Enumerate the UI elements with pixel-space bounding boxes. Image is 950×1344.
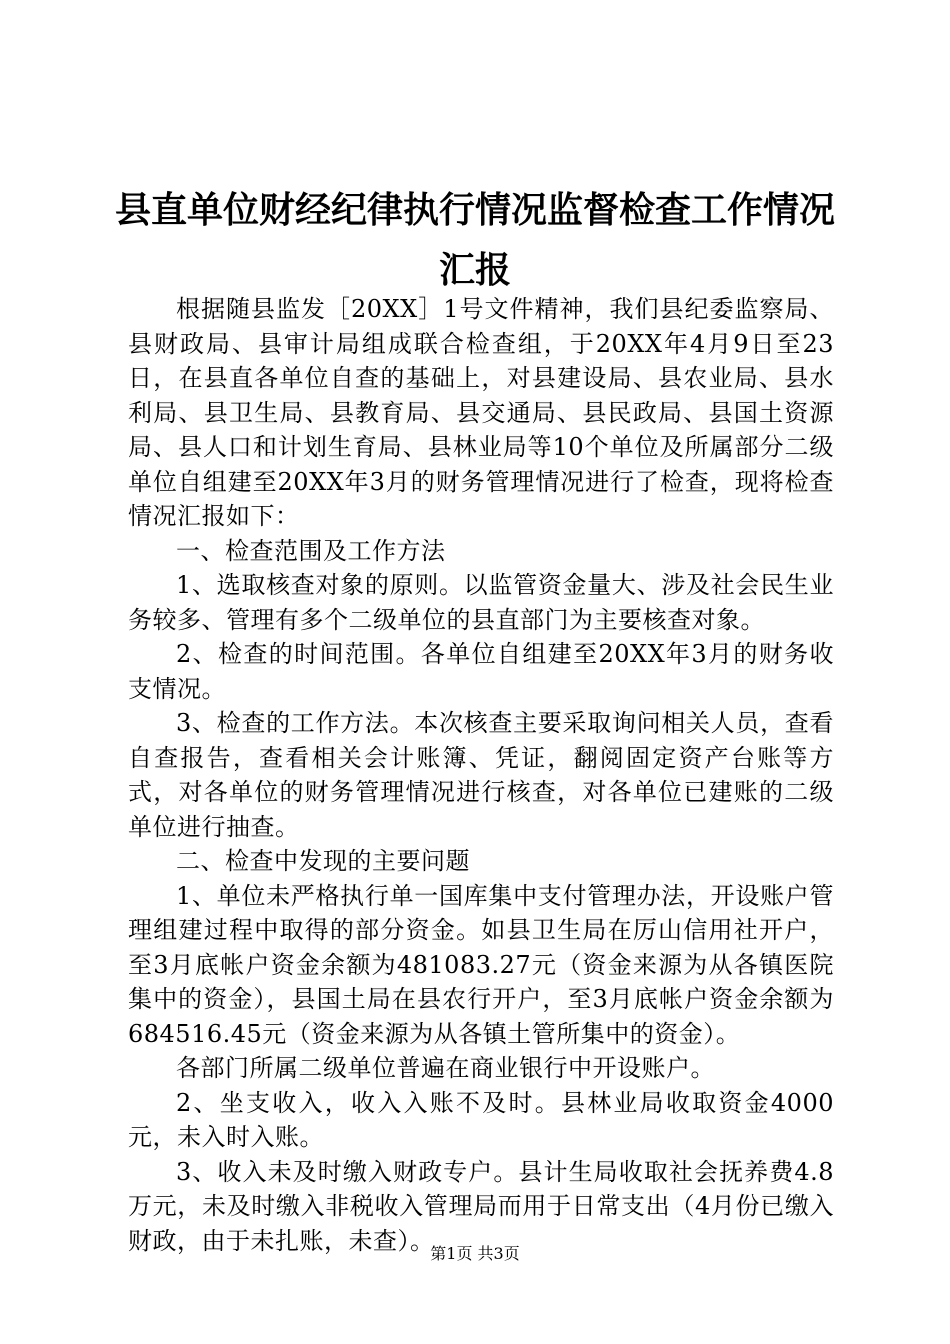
section-heading-2: 二、检查中发现的主要问题 [176,847,470,875]
section-heading-1: 一、检查范围及工作方法 [176,536,446,565]
document-title-line-1: 县直单位财经纪律执行情况监督检查工作情况 [114,189,835,231]
page-footer: 第1页 共3页 [430,1244,520,1263]
paragraph-intro: 根据随县监发［20XX］1号文件精神，我们县纪委监察局、县财政局、县审计局组成联合检查组，于20XX年4月9日至23日，在县直各单位自查的基础上，对县建设局、县农业局、县水利局、县卫生局、县教育局、县交通局、县民政局、县国土资源局、县人口和计划生育局、县林业局等10个单位及所属部分二级单位自组建至20XX年3月的财务管理情况进行了检查，现将检查情况汇报如下： [128,295,834,530]
paragraph-1-1: 1、选取核查对象的原则。以监管资金量大、涉及社会民生业务较多、管理有多个二级单位的县直部门为主要核查对象。 [128,571,834,634]
paragraph-1-3: 3、检查的工作方法。本次核查主要采取询问相关人员，查看自查报告，查看相关会计账簿、凭证，翻阅固定资产台账等方式，对各单位的财务管理情况进行核查，对各单位已建账的二级单位进行抽查。 [128,709,834,841]
document-body [128,292,834,1258]
paragraph-2-1-note: 各部门所属二级单位普遍在商业银行中开设账户。 [176,1054,715,1082]
paragraph-2-2: 2、坐支收入，收入入账不及时。县林业局收取资金4000元，未入时入账。 [128,1088,834,1151]
paragraph-2-1: 1、单位未严格执行单一国库集中支付管理办法，开设账户管理组建过程中取得的部分资金。如县卫生局在厉山信用社开户，至3月底帐户资金余额为481083.27元（资金来源为从各镇医院集中的资金），县国土局在县农行开户，至3月底帐户资金余额为684516.45元（资金来源为从各镇土管所集中的资金）。 [128,881,834,1048]
paragraph-2-3: 3、收入未及时缴入财政专户。县计生局收取社会抚养费4.8万元，未及时缴入非税收入管理局而用于日常支出（4月份已缴入财政，由于未扎账，未查）。 [128,1157,834,1255]
document-title-line-2: 汇报 [438,249,511,291]
paragraph-1-2: 2、检查的时间范围。各单位自组建至20XX年3月的财务收支情况。 [128,640,834,703]
